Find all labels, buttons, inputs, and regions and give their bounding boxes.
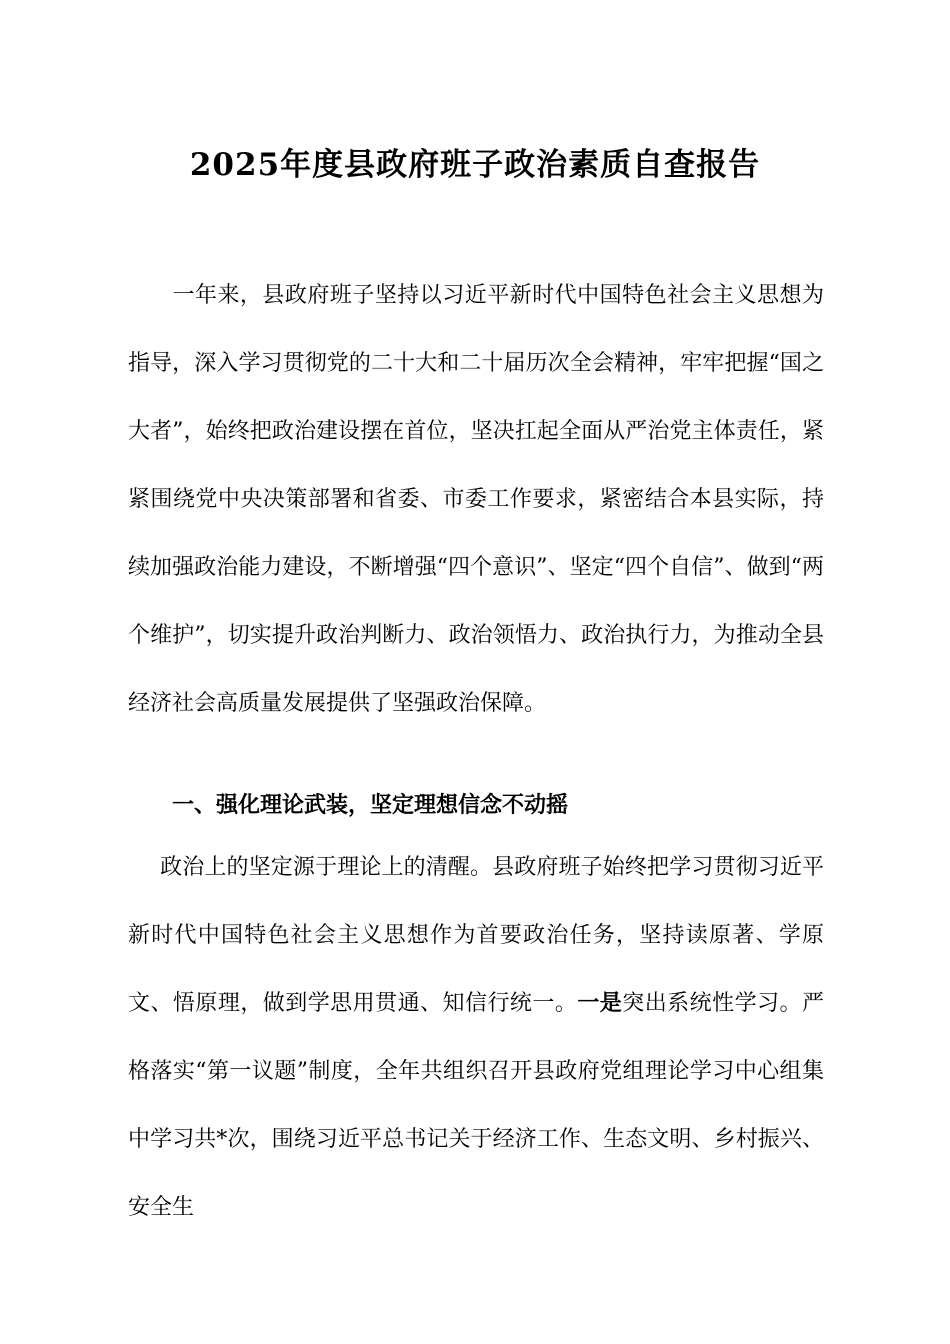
- section-1-paragraph: [128, 834, 824, 1242]
- document-title: 2025年度县政府班子政治素质自查报告: [189, 147, 761, 183]
- section-heading-1: 一、强化理论武装，坚定理想信念不动摇: [172, 793, 569, 818]
- section-1-bold-marker: 一是: [577, 991, 623, 1016]
- intro-paragraph-text: 一年来，县政府班子坚持以习近平新时代中国特色社会主义思想为指导，深入学习贯彻党的二十大和二十届历次全会精神，牢牢把握“国之大者”，始终把政治建设摆在首位，坚决扛起全面从严治党主体责任，紧紧围绕党中央决策部署和省委、市委工作要求，紧密结合本县实际，持续加强政治能力建设，不断增强“四个意识”、坚定“四个自信”、做到“两个维护”，切实提升政治判断力、政治领悟力、政治执行力，为推动全县经济社会高质量发展提供了坚强政治保障。: [128, 283, 824, 716]
- section-1-text-after: 突出系统性学习。严格落实“第一议题”制度，全年共组织召开县政府党组理论学习中心组集中学习共*次，围绕习近平总书记关于经济工作、生态文明、乡村振兴、安全生: [128, 991, 824, 1220]
- intro-paragraph: [128, 262, 824, 738]
- section-1-text-before: 政治上的坚定源于理论上的清醒。县政府班子始终把学习贯彻习近平新时代中国特色社会主义思想作为首要政治任务，坚持读原著、学原文、悟原理，做到学思用贯通、知信行统一。: [128, 855, 824, 1016]
